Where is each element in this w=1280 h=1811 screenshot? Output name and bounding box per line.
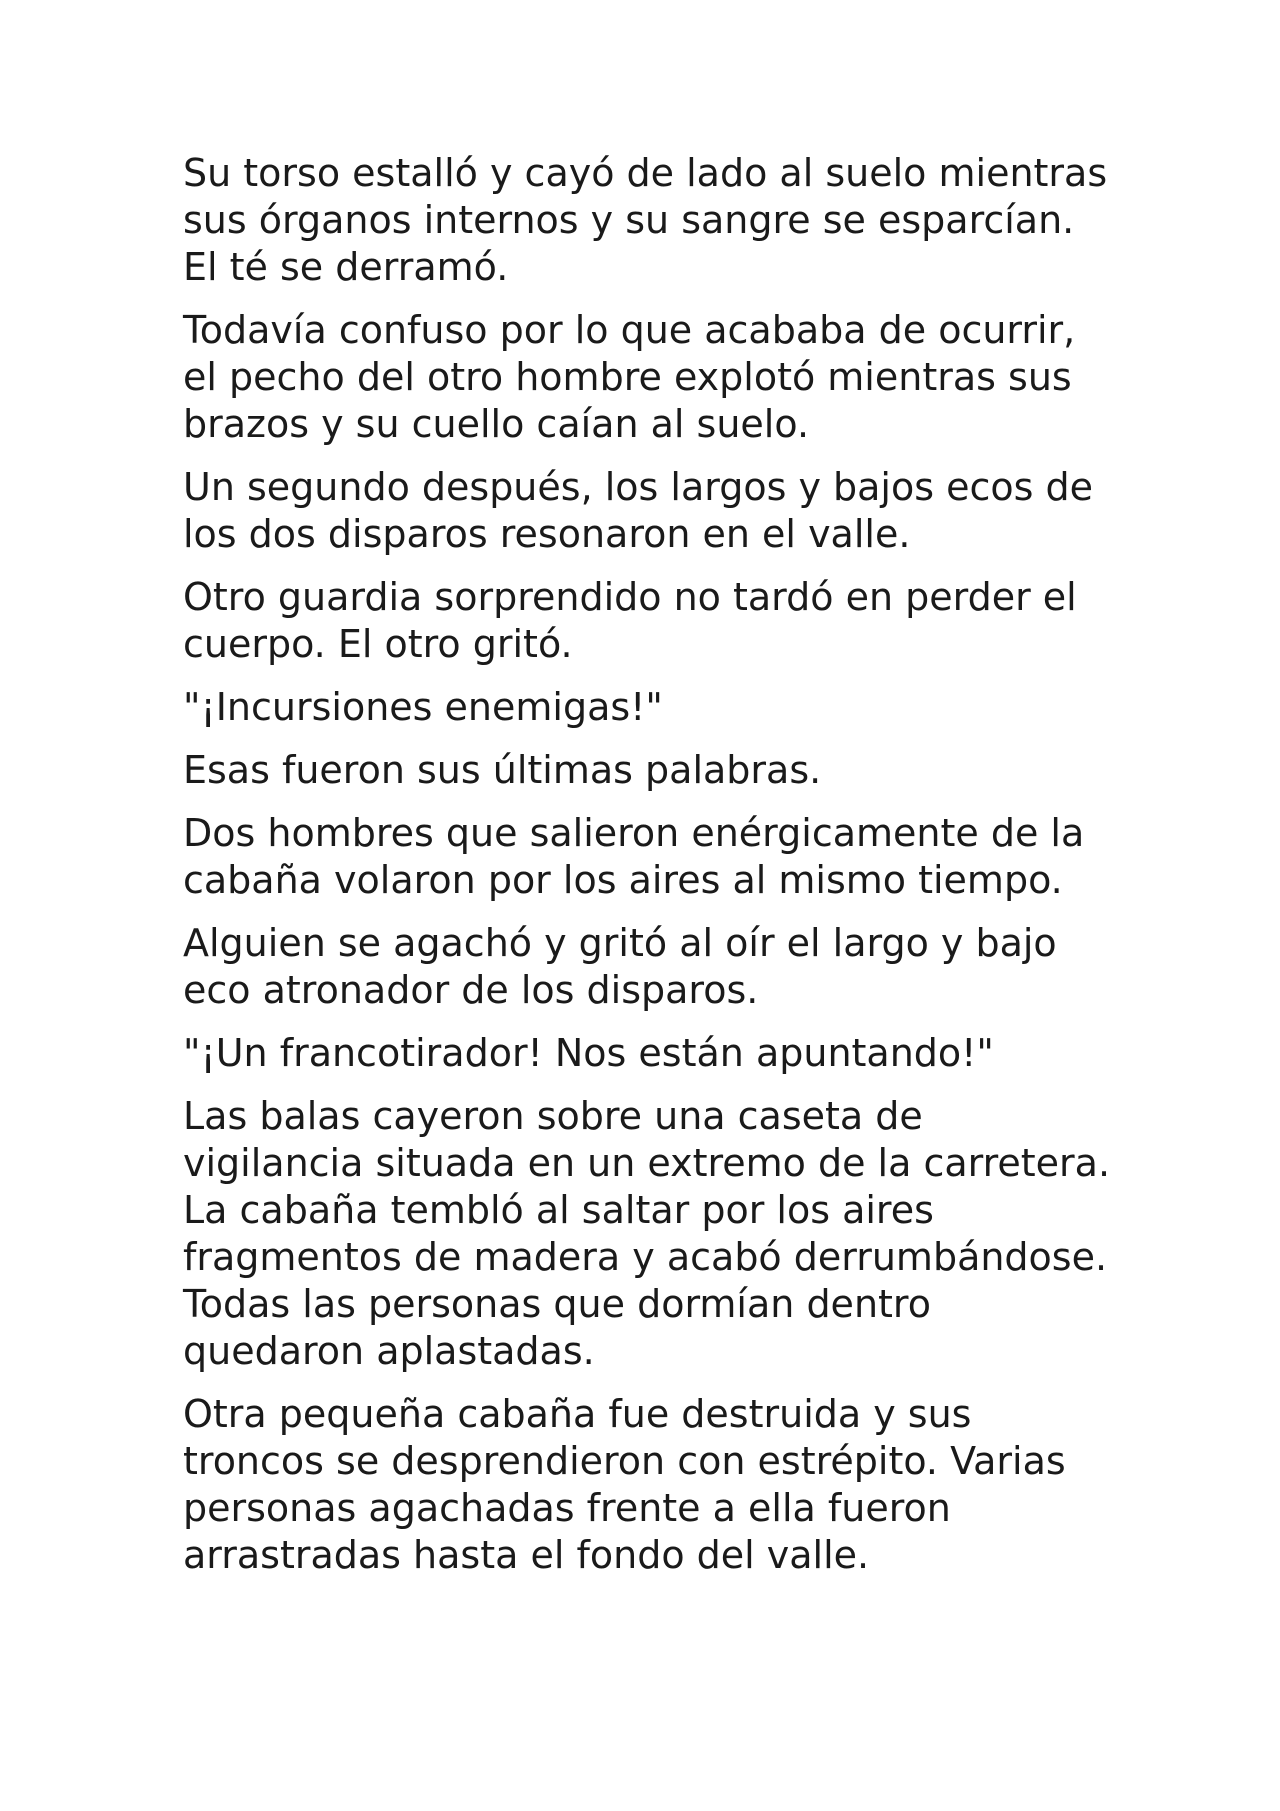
paragraph-8: Alguien se agachó y gritó al oír el largo y bajo eco atronador de los disparos. <box>183 921 1057 1012</box>
paragraph-9: "¡Un francotirador! Nos están apuntando!" <box>183 1031 994 1075</box>
paragraph-2: Todavía confuso por lo que acababa de ocurrir, el pecho del otro hombre explotó mientras sus brazos y su cuello caían al suelo. <box>183 308 1076 446</box>
text-body <box>183 150 1113 1595</box>
paragraph-3: Un segundo después, los largos y bajos ecos de los dos disparos resonaron en el valle. <box>183 465 1094 556</box>
paragraph-6: Esas fueron sus últimas palabras. <box>183 748 822 792</box>
paragraph-11: Otra pequeña cabaña fue destruida y sus troncos se desprendieron con estrépito. Varias personas agachadas frente a ella fueron arrastradas hasta el fondo del valle. <box>183 1392 1066 1577</box>
paragraph-1: Su torso estalló y cayó de lado al suelo mientras sus órganos internos y su sangre se esparcían. El té se derramó. <box>183 151 1108 289</box>
paragraph-10: Las balas cayeron sobre una caseta de vigilancia situada en un extremo de la carretera. La cabaña tembló al saltar por los aires fragmentos de madera y acabó derrumbándose. Todas las personas que dormían dentro quedaron aplastadas. <box>183 1094 1111 1373</box>
paragraph-4: Otro guardia sorprendido no tardó en perder el cuerpo. El otro gritó. <box>183 575 1077 666</box>
paragraph-7: Dos hombres que salieron enérgicamente de la cabaña volaron por los aires al mismo tiempo. <box>183 811 1085 902</box>
paragraph-5: "¡Incursiones enemigas!" <box>183 685 663 729</box>
